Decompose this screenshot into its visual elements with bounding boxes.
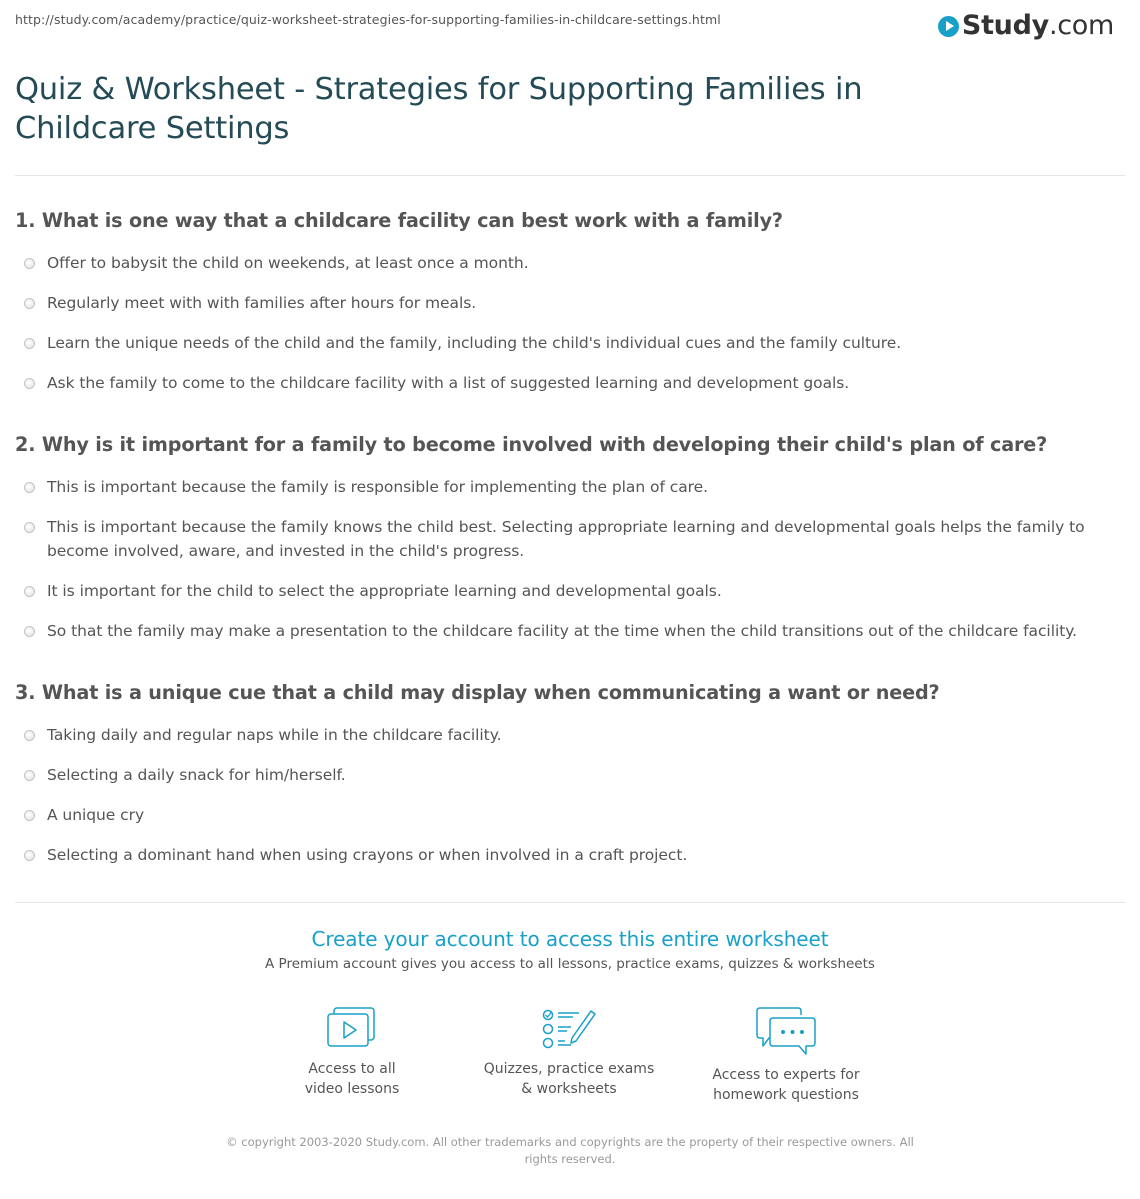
option-label: So that the family may make a presentation to the childcare facility at the time when the child transitions out of the childcare facility. [47, 622, 1078, 640]
answer-options [15, 251, 1125, 395]
answer-option[interactable] [15, 291, 1125, 315]
copyright-footer: © copyright 2003-2020 Study.com. All other trademarks and copyrights are the property of their respective owners. All rights reserved. [226, 1135, 914, 1166]
cta-subtitle: A Premium account gives you access to all lessons, practice exams, quizzes & worksheets [265, 956, 875, 972]
option-label: This is important because the family is responsible for implementing the plan of care. [47, 478, 708, 496]
option-label: This is important because the family knows the child best. Selecting appropriate learning and developmental goals helps the family to become involved, aware, and invested in the child's progress. [47, 518, 1085, 560]
answer-option[interactable] [15, 331, 1125, 355]
page-url: http://study.com/academy/practice/quiz-worksheet-strategies-for-supporting-families-in-childcare-settings.html [15, 12, 721, 27]
feature-label: Quizzes, practice exams & worksheets [483, 1061, 655, 1097]
radio-button-icon[interactable] [24, 850, 35, 861]
logo-name: Study [961, 10, 1049, 41]
answer-option[interactable] [15, 371, 1125, 395]
radio-button-icon[interactable] [24, 258, 35, 269]
option-label: Selecting a daily snack for him/herself. [47, 766, 346, 784]
chat-bubbles-icon [754, 1005, 818, 1057]
question-3 [15, 681, 1125, 883]
signup-cta [0, 926, 1140, 973]
answer-option[interactable] [15, 475, 1125, 499]
answer-option[interactable] [15, 579, 1125, 603]
answer-option[interactable] [15, 843, 1125, 867]
option-label: Offer to babysit the child on weekends, at least once a month. [47, 254, 529, 272]
option-label: A unique cry [47, 806, 145, 824]
video-lessons-icon [324, 1005, 380, 1051]
top-bar [15, 11, 1125, 41]
study-logo[interactable] [938, 11, 1114, 41]
radio-button-icon[interactable] [24, 770, 35, 781]
answer-option[interactable] [15, 803, 1125, 827]
radio-button-icon[interactable] [24, 810, 35, 821]
question-2 [15, 433, 1125, 659]
feature-video-lessons [252, 1005, 452, 1099]
answer-option[interactable] [15, 619, 1125, 643]
feature-label: Access to experts for homework questions [712, 1067, 860, 1103]
radio-button-icon[interactable] [24, 522, 35, 533]
answer-option[interactable] [15, 251, 1125, 275]
radio-button-icon[interactable] [24, 482, 35, 493]
answer-option[interactable] [15, 763, 1125, 787]
question-text: 2. Why is it important for a family to become involved with developing their child's plan of care? [15, 433, 1048, 456]
option-label: Learn the unique needs of the child and the family, including the child's individual cues and the family culture. [47, 334, 902, 352]
radio-button-icon[interactable] [24, 338, 35, 349]
answer-option[interactable] [15, 515, 1125, 563]
answer-option[interactable] [15, 723, 1125, 747]
cta-divider [15, 902, 1125, 903]
feature-experts [686, 1005, 886, 1105]
radio-button-icon[interactable] [24, 378, 35, 389]
play-logo-icon [938, 16, 959, 37]
option-label: Selecting a dominant hand when using crayons or when involved in a craft project. [47, 846, 688, 864]
logo-suffix: .com [1048, 10, 1114, 41]
option-label: Ask the family to come to the childcare facility with a list of suggested learning and development goals. [47, 374, 850, 392]
question-text: 1. What is one way that a childcare facility can best work with a family? [15, 209, 783, 232]
question-1 [15, 209, 1125, 411]
cta-title-link[interactable]: Create your account to access this entire worksheet [311, 927, 829, 951]
title-divider [15, 175, 1125, 176]
radio-button-icon[interactable] [24, 730, 35, 741]
radio-button-icon[interactable] [24, 586, 35, 597]
page-title: Quiz & Worksheet - Strategies for Supporting Families in Childcare Settings [15, 72, 863, 146]
quiz-checklist-icon [539, 1005, 599, 1051]
answer-options [15, 723, 1125, 867]
option-label: Regularly meet with with families after hours for meals. [47, 294, 477, 312]
feature-quizzes [469, 1005, 669, 1099]
option-label: It is important for the child to select the appropriate learning and developmental goals. [47, 582, 722, 600]
radio-button-icon[interactable] [24, 298, 35, 309]
radio-button-icon[interactable] [24, 626, 35, 637]
question-text: 3. What is a unique cue that a child may display when communicating a want or need? [15, 681, 940, 704]
feature-label: Access to all video lessons [304, 1061, 400, 1097]
option-label: Taking daily and regular naps while in the childcare facility. [47, 726, 502, 744]
answer-options [15, 475, 1125, 643]
